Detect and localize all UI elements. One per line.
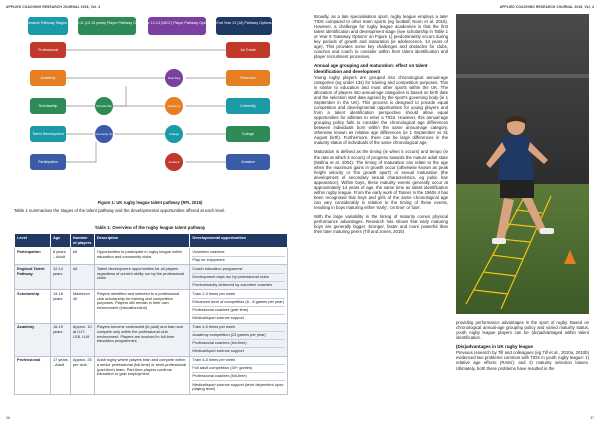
dev-item: Medical/sport science support — [192, 348, 244, 354]
node-community-club-label: Community Club — [92, 132, 116, 136]
stage-participation-label: Participation — [38, 160, 58, 164]
cell-description: Adult rugby where players train and compete within a senior professional (full-time) or semi-professional (part-time) team. Part-time players continue education or gain employment — [94, 356, 190, 394]
cell-level: Participation — [15, 248, 51, 265]
end-amateur-label: Amateur — [241, 160, 255, 164]
col-header-description: Description — [94, 234, 190, 248]
cell-level: Academy — [15, 323, 51, 356]
rugby-training-photo — [456, 14, 589, 314]
dev-item: Professional coaches (full-time) — [192, 341, 285, 348]
right-page — [300, 0, 600, 424]
col-header-dev: Developmental opportunities — [190, 234, 288, 248]
text-column-left — [314, 14, 448, 238]
cell-description: Players identified and selected to a professional club scholarship for training and competition purposes. Players still remain in their own environment (education/club) — [94, 290, 190, 323]
col-title-4: End Year 13 (18) Pathway Options — [216, 21, 272, 25]
pathway-diagram — [19, 14, 274, 196]
running-header-left: APPLIED COACHING RESEARCH JOURNAL 2018, Vol. 4 — [6, 5, 101, 9]
dev-item: Train 2-3 times per week — [192, 292, 285, 299]
table-header-row — [15, 234, 288, 248]
paragraph: Young rugby players are grouped into chronological annual-age categories (eg under 13s) for training and competition purposes. This is similar to education and most other sports within the UK. The allocation of players into annual-age categories is based on birth date and the selection start date agreed by the sport's governing body (ie 1 September in the UK). This process is designed to provide equal competition and developmental opportunities for young players and from a talent identification perspective should allow equal opportunities for athletes to enter a TIDS. However, this annual-age grouping policy fails to consider the chronological age differences between individuals born within the same annual-age category, otherwise known as relative age differences (ie 1 September vs 31 August birth). Furthermore, there can be large differences in the maturity status of individuals of the same chronological age. — [314, 74, 448, 146]
cell-age: 17 years - Adult — [50, 356, 70, 394]
paragraph: Previous research by Till and colleagues (eg Till et al., 2010a, 2010b) evidenced two problems common with TIDS in youth rugby league: 1) relative age effects (RAEs); and 2) maturity selection biases. Ultimately, both these problems have resulted in the — [456, 350, 589, 371]
cell-description: Opportunities to participate in rugby league within education and community clubs — [94, 248, 190, 265]
stage-academy-label: Academy — [40, 76, 56, 80]
cell-description: Talent development opportunities for all players regardless of current ability run by the professional clubs — [94, 265, 190, 290]
cell-number: Approx. 10 at U17, U18, U19 — [70, 323, 94, 356]
page-number-left: 36 — [6, 416, 10, 420]
cell-description: Players become contracted (ie paid) and train and compete only within the professional club environment. Players are involved in full-time education programmes — [94, 323, 190, 356]
intro-paragraph: Table 1 summarises the stages of the talent pathway and the developmental opportunities offered at each level. — [14, 208, 226, 213]
cell-dev — [190, 265, 288, 290]
node-amateur-label: Amateur — [168, 160, 180, 164]
paragraph: With the large variability in the timing of maturity comes physical performance advantages. Research has shown that early maturing boys are generally bigger, stronger, faster and more powerful than their later maturing peers (Till and Jones, 2015) — [314, 214, 448, 235]
cell-age: 14-16 years — [50, 290, 70, 323]
text-column-right — [456, 320, 589, 375]
cell-number: All — [70, 248, 94, 265]
cell-age: 12-14 years — [50, 265, 70, 290]
cell-number: All — [70, 265, 94, 290]
paragraph: Broadly, as a late specialisation sport, rugby league employs a later TIDS compared to other team sports (eg football; Noon et al. 2015). However, a challenge for rugby league academies is that the first talent identification and development stage (see scholarship in Table 1 or Year 9 'Gateway Options' on Figure 1) predominantly occurs during key periods of growth and maturation (ie adolescence, 14 years of age). This provides some key challenges and obstacles for clubs, coaches and coach to consider within their talent identification and player recruitment processes. — [314, 14, 448, 60]
dev-item: Full adult competition (30+ games) — [192, 366, 285, 373]
cell-level: Scholarship — [15, 290, 51, 323]
paragraph: Maturation is defined as the timing (ie when it occurs) and tempo (ie the rate at which it occurs) of progress towards the mature adult state (Malina et al. 2004). The timing of maturation can relate to the age when the maximum gains in growth occur (otherwise known as peak height velocity or 'the growth spurt') or sexual maturation (the development of secondary sexual characteristics, eg pubic hair appearance). Within boys, these maturity events generally occur at approximately 14 years of age, the same time as talent identification within rugby league. From the early work of Tanner in the 1960s it has been recognised that boys and girls of the same chronological age can vary considerably in relation to the timing of these events, resulting in boys maturing either 'early', 'on time' or 'late'. — [314, 149, 448, 210]
table-row — [15, 265, 288, 290]
table-row — [15, 323, 288, 356]
figure-caption: Figure 1: UK rugby league talent pathway (RFL 2016) — [97, 200, 203, 205]
table-row — [15, 356, 288, 394]
dev-item: Train 4-5 times per week — [192, 325, 285, 332]
end-college-label: College — [241, 132, 255, 136]
dev-item: Play for enjoyment — [192, 257, 225, 263]
dev-item: Medical/sport science support — [192, 315, 244, 321]
col-header-1 — [28, 17, 68, 35]
photo-wall-band — [456, 74, 589, 78]
dev-item: Medical/sport science support (level dependent upon playing level) — [192, 381, 284, 392]
stage-talent-label: Talent Development — [32, 132, 64, 136]
cell-dev — [190, 290, 288, 323]
col-header-3 — [148, 17, 206, 35]
col-header-age: Age — [50, 234, 70, 248]
col-header-number: Number of players — [70, 234, 94, 248]
end-reserves-label: Reserves — [240, 76, 256, 80]
dev-item: Train 4-5 times per week — [192, 358, 285, 365]
end-first-grade-label: 1st Grade — [240, 48, 256, 52]
cell-level: Professional — [15, 356, 51, 394]
dev-item: Professional coaches (full-time) — [192, 374, 285, 381]
dev-item: Volunteer coaches — [192, 250, 285, 257]
cell-dev — [190, 323, 288, 356]
col-title-2: Year 9-11 (13-15 years) Player Pathway Options — [68, 21, 146, 25]
table-row — [15, 248, 288, 265]
photo-floor — [456, 184, 589, 314]
photo-illustration — [456, 14, 589, 314]
section-heading: Annual age grouping and maturation: effect on talent identification and development — [314, 63, 428, 74]
cell-dev — [190, 248, 288, 265]
col-title-3: Year 12-13 (16/17) Player Pathway Options — [142, 21, 212, 25]
col-header-4 — [216, 17, 272, 35]
paragraph: providing performance advantages in the sport of rugby. Based on chronological annual-age grouping policy and varied maturity status, youth rugby league players can be (dis)advantaged within talent identification. — [456, 320, 589, 341]
pathway-table — [14, 233, 288, 395]
stage-professional-label: Professional — [38, 48, 58, 52]
node-academy-mid-label: Academy — [167, 104, 181, 108]
stage-scholarship-label: Scholarship — [38, 104, 58, 108]
talent-pathway-figure — [19, 14, 274, 196]
running-header-right: APPLIED COACHING RESEARCH JOURNAL 2018, Vol. 4 — [499, 5, 594, 9]
col-header-level: Level — [15, 234, 51, 248]
table-row — [15, 290, 288, 323]
page-number-right: 37 — [590, 416, 594, 420]
col-header-2 — [78, 17, 136, 35]
cell-age: 16-19 years — [50, 323, 70, 356]
dev-item: Academy competition (23 games per year) — [192, 333, 285, 340]
dev-item: Coach education programme — [192, 267, 285, 274]
dev-item: Professional coaches (part time) — [192, 308, 285, 315]
dev-item: Predominantly delivered by volunteer coaches — [192, 282, 273, 288]
node-talent-days-label: Scholarship — [96, 104, 112, 108]
dev-item: Development days run by professional clubs — [192, 275, 285, 282]
end-university-label: University — [240, 104, 256, 108]
node-dual-reg-label: Dual Reg — [167, 76, 181, 80]
cell-age: 6 years – Adult — [50, 248, 70, 265]
cell-number: Approx. 25 per club — [70, 356, 94, 394]
col-title-1: Performance Pathway Stages (Age) — [19, 21, 77, 25]
table-caption: Table 1: Overview of the rugby league talent pathway — [94, 225, 206, 230]
section-heading: (Dis)advantages in UK rugby league — [456, 344, 534, 350]
cell-number: Maximum 40 — [70, 290, 94, 323]
cell-level: England Talent Pathway — [15, 265, 51, 290]
node-college-label: College — [168, 132, 180, 136]
dev-item: Enhanced level of competition (6 - 8 games per year) — [192, 300, 285, 307]
cell-dev — [190, 356, 288, 394]
